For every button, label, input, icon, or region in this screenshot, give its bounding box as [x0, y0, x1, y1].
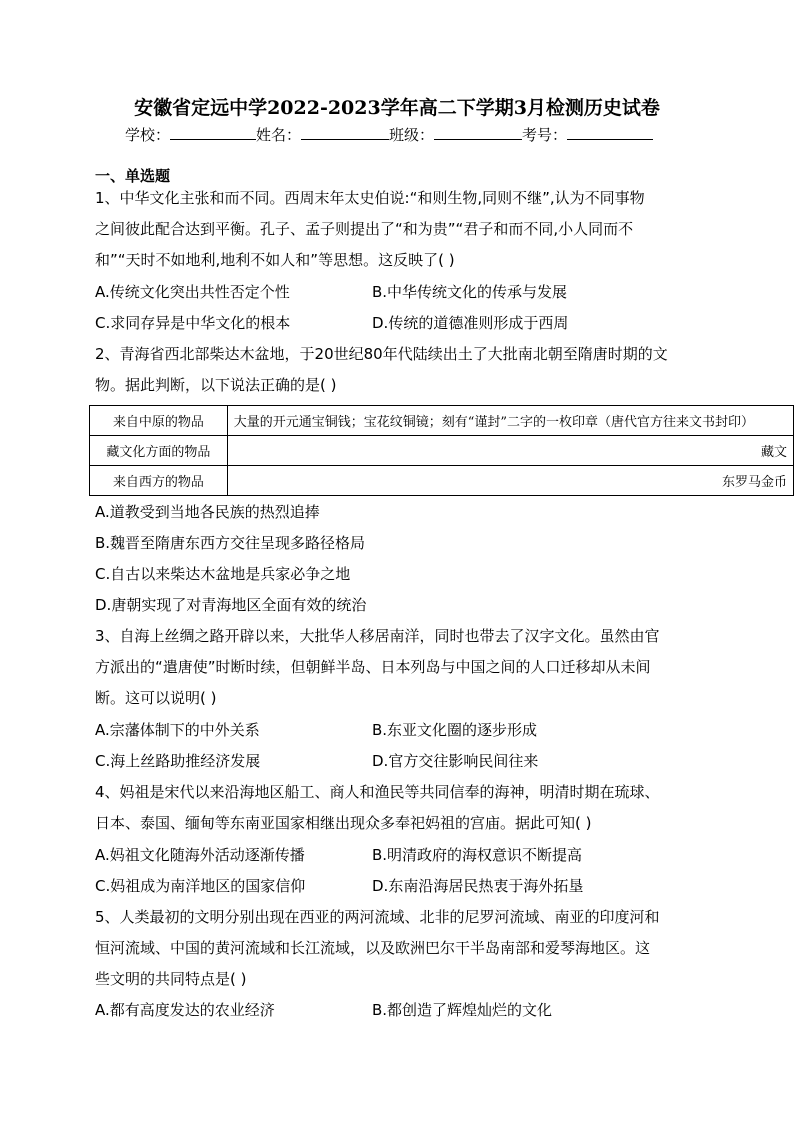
q3-option-b[interactable]: B.东亚文化圈的逐步形成 — [372, 721, 538, 739]
q3-stem-line: 方派出的“遣唐使”时断时续，但朝鲜半岛、日本列岛与中国之间的人口迁移却从未间 — [95, 658, 651, 676]
q2-artifacts-table — [89, 405, 794, 496]
school-label: 学校： — [125, 126, 171, 144]
q2-option-c[interactable]: C.自古以来柴达木盆地是兵家必争之地 — [95, 565, 351, 583]
q4-option-a[interactable]: A.妈祖文化随海外活动逐渐传播 — [95, 846, 305, 864]
q5-option-b[interactable]: B.都创造了辉煌灿烂的文化 — [372, 1001, 553, 1019]
q1-option-b[interactable]: B.中华传统文化的传承与发展 — [372, 283, 568, 301]
section-heading: 一、单选题 — [95, 167, 171, 185]
q4-option-b[interactable]: B.明清政府的海权意识不断提高 — [372, 846, 583, 864]
table-row-header: 来自中原的物品 — [90, 406, 228, 436]
class-label: 班级： — [389, 126, 435, 144]
table-row-header: 来自西方的物品 — [90, 466, 228, 496]
table-row — [90, 436, 794, 466]
q1-option-c[interactable]: C.求同存异是中华文化的根本 — [95, 314, 291, 332]
table-row — [90, 406, 794, 436]
q3-option-c[interactable]: C.海上丝路助推经济发展 — [95, 752, 261, 770]
q2-option-d[interactable]: D.唐朝实现了对青海地区全面有效的统治 — [95, 596, 367, 614]
q2-stem-line: 物。据此判断，以下说法正确的是( ) — [95, 376, 337, 394]
q2-option-a[interactable]: A.道教受到当地各民族的热烈追捧 — [95, 503, 320, 521]
q5-stem-line: 些文明的共同特点是( ) — [95, 970, 247, 988]
q1-stem-line: 1、中华文化主张和而不同。西周末年太史伯说:“和则生物,同则不继”,认为不同事物 — [95, 189, 645, 207]
q3-stem-line: 断。这可以说明( ) — [95, 689, 217, 707]
school-blank[interactable] — [170, 125, 256, 140]
q2-stem-line: 2、青海省西北部柴达木盆地，于20世纪80年代陆续出土了大批南北朝至隋唐时期的文 — [95, 345, 668, 363]
student-info-line — [125, 124, 653, 145]
table-cell: 大量的开元通宝铜钱；宝花纹铜镜；刻有“谨封”二字的一枚印章（唐代官方往来文书封印） — [227, 406, 793, 436]
q4-option-d[interactable]: D.东南沿海居民热衷于海外拓垦 — [372, 877, 584, 895]
number-blank[interactable] — [567, 125, 653, 140]
q3-option-d[interactable]: D.官方交往影响民间往来 — [372, 752, 539, 770]
q2-option-b[interactable]: B.魏晋至隋唐东西方交往呈现多路径格局 — [95, 534, 366, 552]
q5-option-a[interactable]: A.都有高度发达的农业经济 — [95, 1001, 275, 1019]
q4-stem-line: 4、妈祖是宋代以来沿海地区船工、商人和渔民等共同信奉的海神，明清时期在琉球、 — [95, 783, 660, 801]
q1-stem-line: 之间彼此配合达到平衡。孔子、孟子则提出了“和为贵”“君子和而不同,小人同而不 — [95, 220, 634, 238]
page-title: 安徽省定远中学2022-2023学年高二下学期3月检测历史试卷 — [134, 97, 660, 119]
q3-option-a[interactable]: A.宗藩体制下的中外关系 — [95, 721, 260, 739]
q4-stem-line: 日本、泰国、缅甸等东南亚国家相继出现众多奉祀妈祖的宫庙。据此可知( ) — [95, 814, 592, 832]
q3-stem-line: 3、自海上丝绸之路开辟以来，大批华人移居南洋，同时也带去了汉字文化。虽然由官 — [95, 627, 660, 645]
number-label: 考号： — [522, 126, 568, 144]
table-row-header: 藏文化方面的物品 — [90, 436, 228, 466]
q5-stem-line: 5、人类最初的文明分别出现在西亚的两河流域、北非的尼罗河流域、南亚的印度河和 — [95, 908, 660, 926]
table-row — [90, 466, 794, 496]
q5-stem-line: 恒河流域、中国的黄河流域和长江流域，以及欧洲巴尔干半岛南部和爱琴海地区。这 — [95, 939, 651, 957]
q1-option-d[interactable]: D.传统的道德准则形成于西周 — [372, 314, 569, 332]
table-cell: 藏文 — [227, 436, 793, 466]
table-cell: 东罗马金币 — [227, 466, 793, 496]
name-blank[interactable] — [301, 125, 389, 140]
class-blank[interactable] — [434, 125, 522, 140]
q4-option-c[interactable]: C.妈祖成为南洋地区的国家信仰 — [95, 877, 306, 895]
q1-stem-line: 和”“天时不如地利,地利不如人和”等思想。这反映了( ) — [95, 251, 455, 269]
name-label: 姓名： — [256, 126, 302, 144]
q1-option-a[interactable]: A.传统文化突出共性否定个性 — [95, 283, 290, 301]
